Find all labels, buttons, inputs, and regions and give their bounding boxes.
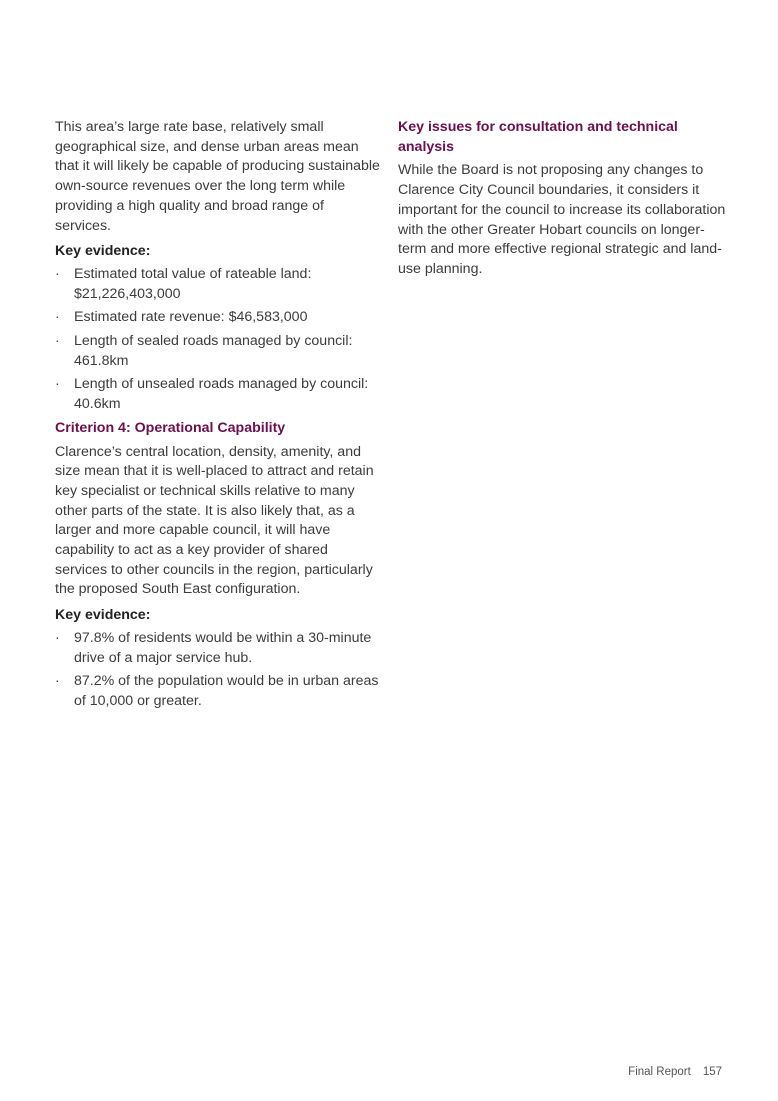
footer-label: Final Report [628,1066,691,1078]
bullet-icon: · [55,265,60,282]
bullet-icon: · [55,673,60,690]
consultation-paragraph: While the Board is not proposing any changes to Clarence City Council boundaries, it considers it important for the council to increase its collaboration with the other Greater Hobart councils on longer-term and more effective regional strategic and land-use planning. [398,162,726,277]
page-footer [628,1066,722,1078]
list-item [55,629,380,668]
list-item-text: Length of unsealed roads managed by council: 40.6km [74,376,369,413]
key-evidence-list-2 [55,629,380,712]
right-column [398,118,728,286]
left-column [55,118,380,716]
list-item-text: Estimated total value of rateable land: $21,226,403,000 [74,265,312,302]
list-item-text: 87.2% of the population would be in urban areas of 10,000 or greater. [74,673,379,709]
list-item-text: 97.8% of residents would be within a 30-minute drive of a major service hub. [74,629,372,666]
page-number: 157 [702,1066,722,1078]
list-item [55,375,380,414]
bullet-icon: · [55,309,60,326]
intro-paragraph: This area’s large rate base, relatively small geographical size, and dense urban areas mean that it will likely be capable of producing sustainable own-source revenues over the long term while providing a high quality and broad range of services. [55,119,380,234]
key-evidence-heading: Key evidence: [55,243,151,260]
list-item-text: Estimated rate revenue: $46,583,000 [74,309,308,326]
list-item [55,332,380,371]
criterion-paragraph: Clarence’s central location, density, amenity, and size mean that it is well-placed to attract and retain key specialist or technical skills relative to many other parts of the state. It is also likely that, as a larger and more capable council, it will have capability to act as a key provider of shared services to other councils in the region, particularly the proposed South East configuration. [55,443,374,598]
list-item [55,672,380,711]
list-item [55,265,380,304]
bullet-icon: · [55,629,60,646]
key-evidence-heading-2: Key evidence: [55,607,151,624]
consultation-heading: Key issues for consultation and technical analysis [398,119,678,155]
bullet-icon: · [55,376,60,393]
bullet-icon: · [55,333,60,350]
list-item [55,308,380,328]
list-item-text: Length of sealed roads managed by council: 461.8km [74,333,353,369]
key-evidence-list [55,265,380,415]
criterion-heading: Criterion 4: Operational Capability [55,419,286,436]
